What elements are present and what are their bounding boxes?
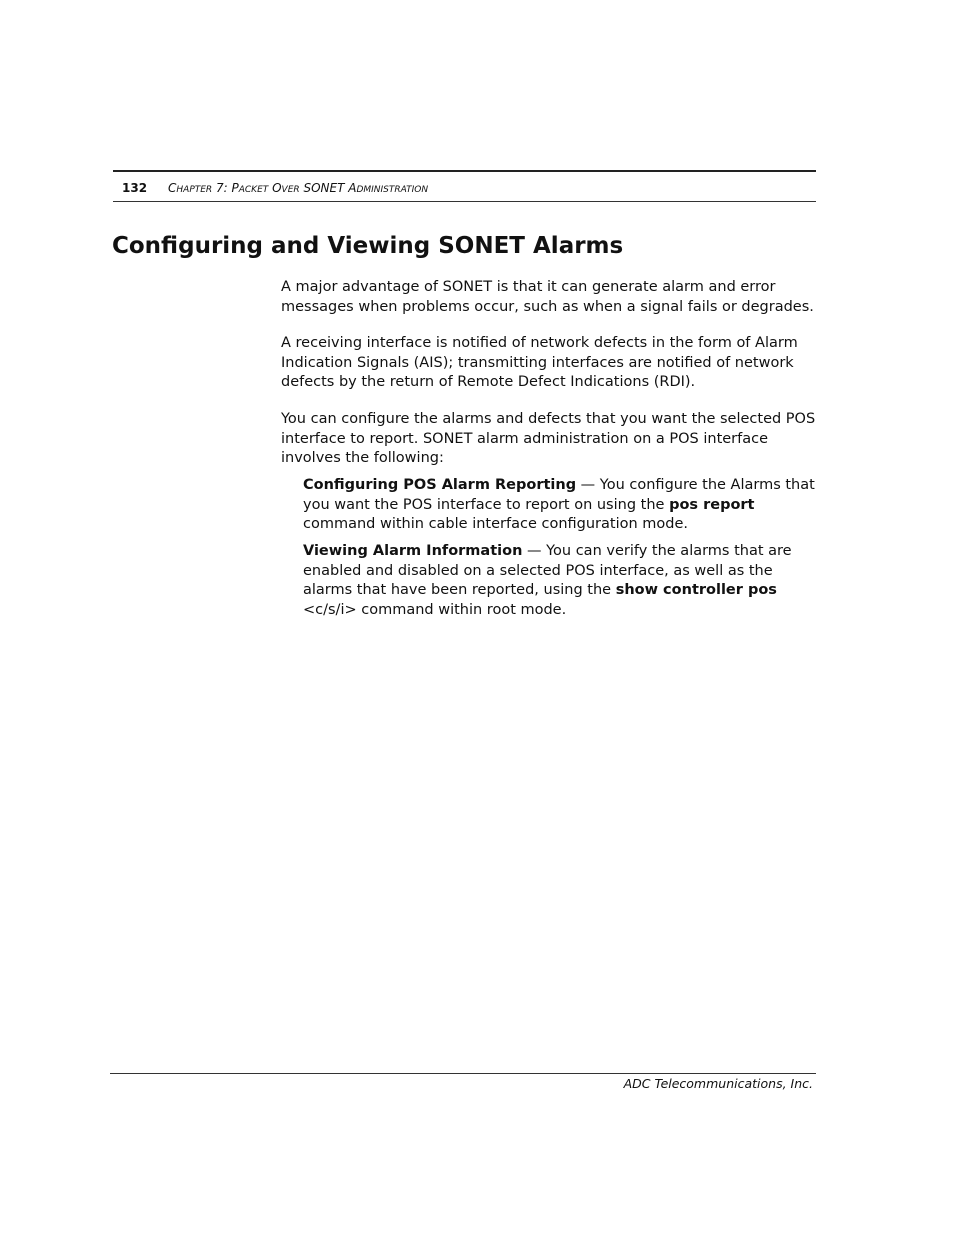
list-item-text: <c/s/i> command within root mode. — [303, 602, 567, 619]
header-rule-bottom — [113, 201, 816, 202]
list-item-text: — You configure the Alarms that you want the POS interface to report on using the — [303, 477, 815, 513]
paragraph-ais-rdi: A receiving interface is notified of network defects in the form of Alarm Indication Signals (AIS); transmitting interfaces are notified of network defects by the return of Remote Defect Indications (RDI). — [281, 335, 798, 391]
footer-publisher: ADC Telecommunications, Inc. — [623, 1076, 813, 1091]
chapter-title-part: VER — [281, 185, 300, 195]
page-number: 132 — [122, 181, 148, 195]
list-item-text: — You can verify the alarms that are enabled and disabled on a selected POS interface, as well as the alarms that have been reported, using the — [303, 543, 792, 599]
chapter-title — [168, 181, 428, 195]
chapter-title-part: HAPTER — [176, 185, 213, 195]
list-item-term: Configuring POS Alarm Reporting — [303, 477, 577, 493]
footer-rule — [110, 1073, 816, 1074]
paragraph-sonet-advantage: A major advantage of SONET is that it can generate alarm and error messages when problems occur, such as when a signal fails or degrades. — [281, 279, 814, 315]
chapter-title-part: 7: P — [212, 181, 239, 195]
chapter-title-part: O — [268, 181, 282, 195]
list-item-text: command within cable interface configuration mode. — [303, 496, 764, 533]
command-name: pos report — [669, 496, 755, 513]
list-item-alarm-reporting — [303, 476, 818, 535]
list-item-term: Viewing Alarm Information — [303, 543, 523, 559]
running-header — [122, 179, 428, 195]
paragraph-alarm-administration: You can configure the alarms and defects that you want the selected POS interface to report. SONET alarm administration on a POS interface involves the following: — [281, 411, 816, 467]
header-rule-top — [113, 170, 816, 172]
chapter-title-part: DMINISTRATION — [356, 185, 429, 195]
section-heading: Configuring and Viewing SONET Alarms — [112, 233, 624, 259]
chapter-title-part: SONET A — [299, 181, 357, 195]
command-name: show controller pos — [615, 582, 777, 599]
chapter-title-part: ACKET — [238, 185, 269, 195]
chapter-title-part: C — [168, 181, 177, 195]
list-item-alarm-information — [303, 542, 818, 621]
